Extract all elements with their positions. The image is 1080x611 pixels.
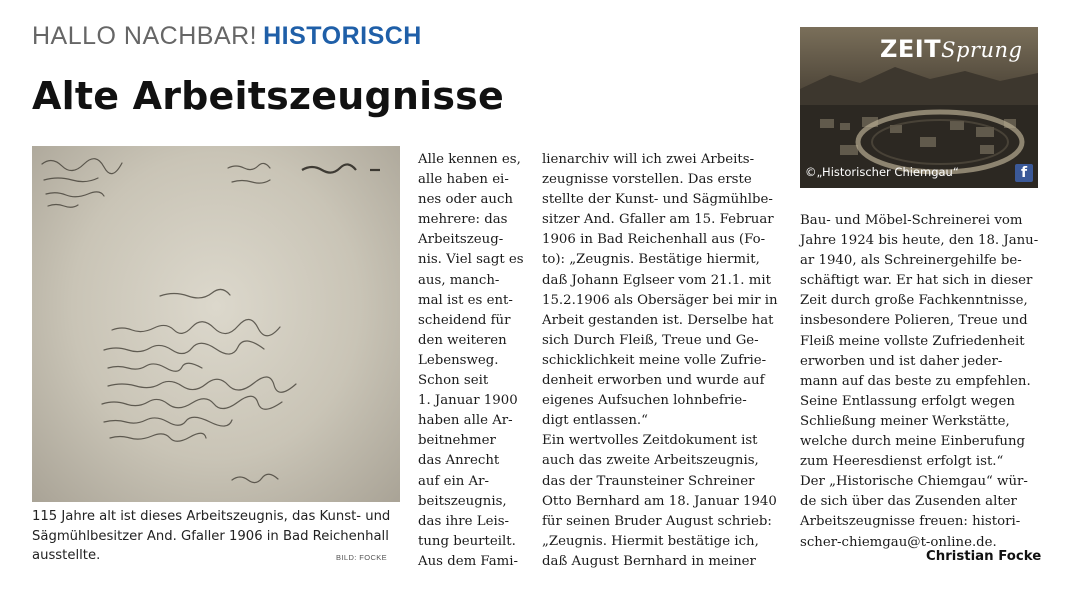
article-line: Arbeitszeugnisse freuen: histori- (800, 514, 1021, 530)
article-line: sich Durch Fleiß, Treue und Ge- (542, 332, 759, 348)
article-line: das der Traunsteiner Schreiner (542, 473, 755, 489)
article-line: Alle kennen es, (418, 152, 521, 167)
article-line: ar 1940, als Schreinergehilfe be- (800, 253, 1022, 269)
article-column-2 (542, 150, 778, 572)
article-line: aus, manch- (418, 272, 500, 288)
article-line: mann auf das beste zu empfehlen. (800, 373, 1031, 389)
kicker-highlight: HISTORISCH (263, 22, 422, 50)
article-line: Otto Bernhard am 18. Januar 1940 (542, 493, 777, 509)
article-line: Schon seit (418, 373, 489, 389)
article-line: für seinen Bruder August schrieb: (542, 513, 772, 529)
article-column-3 (800, 211, 1038, 553)
logo-bold: ZEIT (880, 35, 942, 63)
article-line: daß Johann Eglseer vom 21.1. mit (542, 272, 771, 288)
article-line: welche durch meine Einberufung (800, 434, 1026, 450)
article-line: Lebensweg. (418, 352, 499, 368)
article-line: schicklichkeit meine volle Zufrie- (542, 352, 767, 368)
kicker-label: HALLO NACHBAR! (32, 22, 258, 50)
article-column-1 (418, 150, 524, 572)
section-kicker (32, 22, 422, 51)
headline: Alte Arbeitszeugnisse (32, 74, 504, 118)
article-line: das ihre Leis- (418, 513, 510, 529)
article-line: Jahre 1924 bis heute, den 18. Janu- (800, 233, 1039, 249)
article-line: 15.2.1906 als Obersäger bei mir in (542, 292, 778, 308)
article-line: zeugnisse vorstellen. Das erste (542, 172, 752, 188)
article-line: Der „Historische Chiemgau“ wür- (800, 474, 1028, 490)
article-line: Seine Entlassung erfolgt wegen (800, 393, 1015, 409)
article-line: beitszeugnis, (418, 493, 507, 509)
article-line: schäftigt war. Er hat sich in dieser (800, 273, 1033, 289)
article-line: Ein wertvolles Zeitdokument ist (542, 433, 758, 449)
article-line: eigenes Aufsuchen lohnbefrie- (542, 393, 747, 409)
article-line: Schließung meiner Werkstätte, (800, 413, 1010, 429)
article-line: Fleiß meine vollste Zufriedenheit (800, 333, 1025, 349)
zeitsprung-copyright: ©„Historischer Chiemgau“ (805, 165, 959, 179)
article-line: haben alle Ar- (418, 413, 513, 429)
photo-caption: 115 Jahre alt ist dieses Arbeitszeugnis, das Kunst- und Sägmühlbesitzer And. Gfaller 1906 in Bad Reichenhall ausstellte. (32, 509, 391, 563)
zeitsprung-badge (800, 27, 1038, 188)
article-line: auch das zweite Arbeitszeugnis, (542, 453, 759, 469)
article-line: erworben und ist daher jeder- (800, 353, 1003, 369)
article-line: den weiteren (418, 332, 507, 348)
article-line: stellte der Kunst- und Sägmühlbe- (542, 192, 773, 208)
article-line: alle haben ei- (418, 172, 509, 188)
article-line: to): „Zeugnis. Bestätige hiermit, (542, 252, 760, 268)
article-line: denheit erworben und wurde auf (542, 373, 765, 389)
article-line: zum Heeresdienst erfolgt ist.“ (800, 454, 1004, 470)
article-line: mal ist es ent- (418, 292, 513, 308)
article-line: insbesondere Polieren, Treue und (800, 313, 1028, 329)
article-line: auf ein Ar- (418, 473, 490, 489)
article-line: nes oder auch (418, 192, 513, 208)
article-line: scheidend für (418, 312, 511, 328)
article-line: Aus dem Fami- (418, 553, 519, 569)
article-line: „Zeugnis. Hiermit bestätige ich, (542, 533, 759, 549)
facebook-icon[interactable]: f (1015, 164, 1033, 182)
zeitsprung-logo (880, 35, 1022, 63)
article-line: beitnehmer (418, 433, 496, 449)
article-line: Bau- und Möbel-Schreinerei vom (800, 213, 1023, 228)
article-line: 1906 in Bad Reichenhall aus (Fo- (542, 232, 766, 248)
document-photo (32, 146, 400, 502)
article-line: das Anrecht (418, 453, 500, 469)
article-line: scher-chiemgau@t-online.de. (800, 534, 997, 550)
article-line: mehrere: das (418, 212, 508, 228)
article-line: sitzer And. Gfaller am 15. Februar (542, 212, 774, 228)
article-line: digt entlassen.“ (542, 413, 648, 429)
logo-script: Sprung (941, 38, 1023, 62)
article-line: 1. Januar 1900 (418, 393, 518, 409)
handwritten-document-image (32, 146, 400, 502)
author-byline: Christian Focke (926, 549, 1042, 564)
article-line: de sich über das Zusenden alter (800, 494, 1017, 510)
photo-credit: BILD: FOCKE (336, 553, 388, 562)
article-line: daß August Bernhard in meiner (542, 553, 756, 569)
article-line: Arbeitszeug- (418, 232, 504, 248)
article-line: Zeit durch große Fachkenntnisse, (800, 293, 1028, 309)
article-line: lienarchiv will ich zwei Arbeits- (542, 152, 755, 167)
article-line: Arbeit gestanden ist. Derselbe hat (542, 312, 774, 328)
article-line: nis. Viel sagt es (418, 252, 524, 268)
article-line: tung beurteilt. (418, 533, 516, 549)
